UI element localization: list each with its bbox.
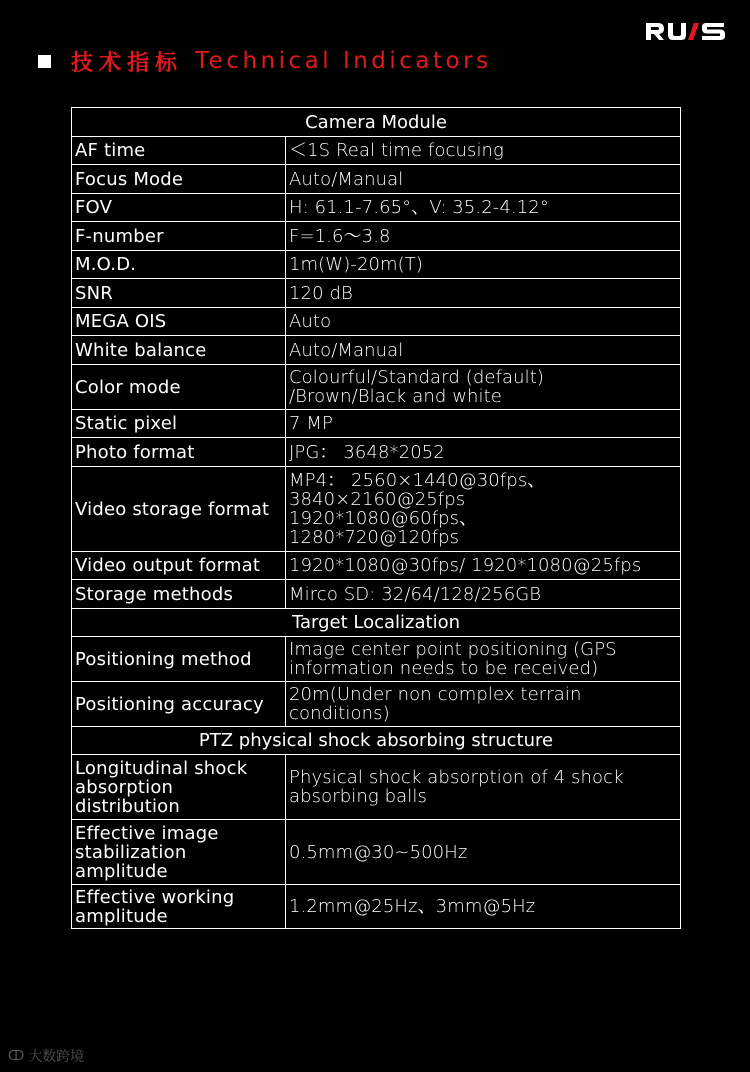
row-label: Video output format [72,552,286,580]
row-value: JPG： 3648*2052 [286,438,681,467]
table-row [72,194,681,222]
row-label: AF time [72,137,286,165]
watermark-logo-icon: ↀ [8,1048,25,1064]
row-label: Photo format [72,438,286,467]
row-label: Focus Mode [72,165,286,194]
row-label: SNR [72,279,286,308]
row-label: Positioning accuracy [72,682,286,727]
table-row [72,637,681,682]
row-label: FOV [72,194,286,222]
table-row [72,336,681,365]
row-value: 0.5mm@30~500Hz [286,820,681,885]
row-label: Static pixel [72,410,286,438]
row-value: 20m(Under non complex terrain conditions) [286,682,681,727]
row-label: Positioning method [72,637,286,682]
row-value: Physical shock absorption of 4 shock absorbing balls [286,755,681,820]
table-row [72,222,681,251]
row-label: Effective image stabilization amplitude [72,820,286,885]
row-value: Auto/Manual [286,336,681,365]
table-row [72,279,681,308]
row-label: Storage methods [72,580,286,609]
row-label: F-number [72,222,286,251]
table-row [72,682,681,727]
row-value: Mirco SD: 32/64/128/256GB [286,580,681,609]
row-value: Colourful/Standard (default) /Brown/Black and white [286,365,681,410]
ruis-logo-icon [644,20,728,42]
heading-chinese: 技术指标 [71,50,184,76]
row-label: Longitudinal shock absorption distribution [72,755,286,820]
table-row [72,365,681,410]
row-value: F=1.6～3.8 [286,222,681,251]
brand-logo [644,20,728,42]
square-bullet-icon [38,55,51,68]
section-title: Camera Module [72,108,681,137]
table-row [72,580,681,609]
section-title: PTZ physical shock absorbing structure [72,727,681,755]
section-title: Target Localization [72,609,681,637]
spec-table [71,107,681,929]
row-value: ＜1S Real time focusing [286,137,681,165]
row-label: Color mode [72,365,286,410]
table-row [72,251,681,279]
row-value: Image center point positioning (GPS information needs to be received) [286,637,681,682]
row-value: MP4： 2560×1440@30fps、 3840×2160@25fps 1920*1080@60fps、 1280*720@120fps [286,467,681,552]
table-row [72,410,681,438]
watermark-text: 大数跨境 [28,1049,85,1065]
section-heading [38,46,492,76]
row-label: Video storage format [72,467,286,552]
row-value: 7 MP [286,410,681,438]
row-label: White balance [72,336,286,365]
table-row [72,438,681,467]
table-row [72,755,681,820]
row-label: Effective working amplitude [72,885,286,929]
row-value: Auto/Manual [286,165,681,194]
table-row [72,467,681,552]
table-row [72,820,681,885]
section-header-row [72,108,681,137]
row-value: 1.2mm@25Hz、3mm@5Hz [286,885,681,929]
table-row [72,552,681,580]
table-row [72,137,681,165]
heading-english: Technical Indicators [195,48,492,74]
section-header-row [72,609,681,637]
row-label: M.O.D. [72,251,286,279]
section-header-row [72,727,681,755]
table-row [72,165,681,194]
row-value: Auto [286,308,681,336]
watermark [8,1046,84,1066]
row-value: 1920*1080@30fps/ 1920*1080@25fps [286,552,681,580]
table-row [72,885,681,929]
row-value: H: 61.1-7.65°、V: 35.2-4.12° [286,194,681,222]
row-value: 120 dB [286,279,681,308]
table-row [72,308,681,336]
row-value: 1m(W)-20m(T) [286,251,681,279]
row-label: MEGA OIS [72,308,286,336]
